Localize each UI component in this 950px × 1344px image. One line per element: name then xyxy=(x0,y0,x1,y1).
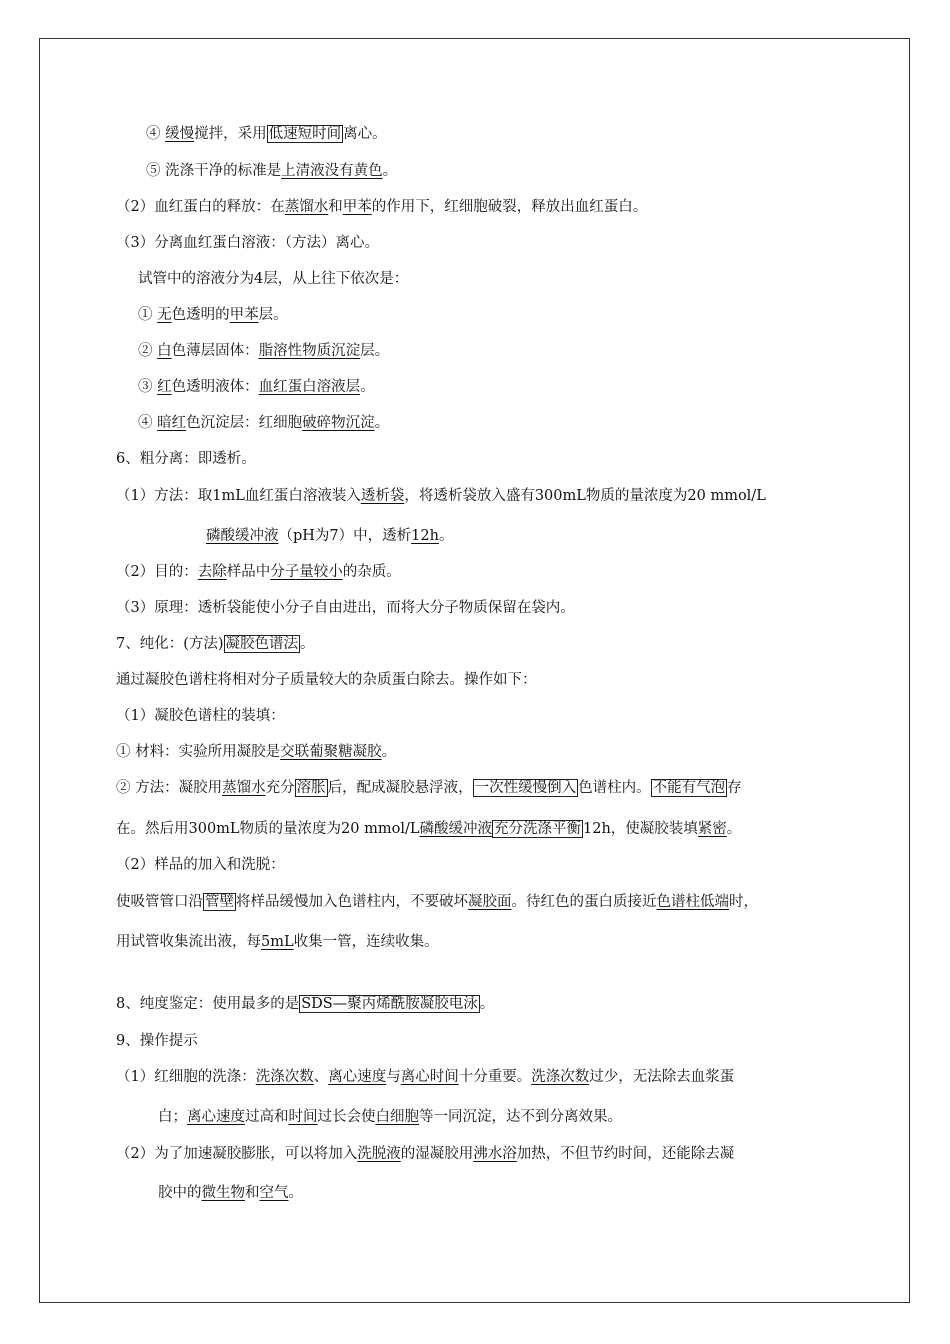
text-line xyxy=(138,269,408,289)
text-line xyxy=(116,742,396,762)
underlined-term: 暗红 xyxy=(157,415,187,431)
text-segment: ③ xyxy=(138,379,158,395)
text-line xyxy=(116,778,742,798)
text-segment: 12h，使凝胶装填 xyxy=(583,821,698,837)
underlined-term: 洗涤次数 xyxy=(255,1069,314,1085)
text-line xyxy=(116,449,256,469)
boxed-term: 低速短时间 xyxy=(268,126,342,142)
text-segment: 等一同沉淀，达不到分离效果。 xyxy=(419,1109,622,1125)
underlined-term: 去除 xyxy=(197,564,227,580)
underlined-term: 无 xyxy=(157,307,172,323)
text-line xyxy=(116,1031,198,1051)
text-segment: ，将透析袋放入盛有300mL物质的量浓度为20 mmol/L xyxy=(404,488,766,504)
text-segment: 。待红色的蛋白质接近 xyxy=(511,894,657,910)
underlined-term: 时间 xyxy=(288,1109,318,1125)
text-segment: 色薄层固体： xyxy=(171,343,259,359)
text-segment: 。 xyxy=(381,744,397,760)
underlined-term: 磷酸缓冲液 xyxy=(206,528,279,544)
text-segment: 和 xyxy=(245,1185,260,1201)
underlined-term: 沸水浴 xyxy=(473,1146,517,1162)
text-segment: 色透明的 xyxy=(171,307,230,323)
boxed-term: 不能有气泡 xyxy=(652,780,726,796)
text-segment: 9、操作提示 xyxy=(116,1033,198,1049)
text-segment: 。 xyxy=(382,163,398,179)
text-segment: ② 方法：凝胶用 xyxy=(116,780,223,796)
underlined-term: 离心速度 xyxy=(328,1069,387,1085)
text-segment: 7、纯化：(方法) xyxy=(116,636,224,652)
text-segment: ① xyxy=(138,307,158,323)
underlined-term: 空气 xyxy=(259,1185,289,1201)
underlined-term: 凝胶面 xyxy=(468,894,512,910)
text-segment: 加热，不但节约时间，还能除去凝 xyxy=(516,1146,735,1162)
text-segment: 后，配成凝胶悬浮液， xyxy=(327,780,473,796)
underlined-term: 白细胞 xyxy=(375,1109,419,1125)
text-segment: 过长会使 xyxy=(317,1109,376,1125)
text-segment: 离心。 xyxy=(343,126,387,142)
underlined-term: 离心速度 xyxy=(187,1109,245,1125)
underlined-term: 上清液没有黄色 xyxy=(281,163,383,179)
text-segment: 色沉淀层：红细胞 xyxy=(186,415,303,431)
text-segment: 在。然后用300mL物质的量浓度为20 mmol/L xyxy=(116,821,420,837)
underlined-term: 交联葡聚糖凝胶 xyxy=(280,744,382,760)
text-segment: （2）为了加速凝胶膨胀，可以将加入 xyxy=(116,1146,358,1162)
text-line xyxy=(146,124,387,144)
text-line xyxy=(146,161,397,181)
underlined-term: 5mL xyxy=(261,934,294,950)
text-line xyxy=(116,892,758,912)
underlined-term: 蒸馏水 xyxy=(284,199,329,215)
text-segment: 。 xyxy=(360,379,375,395)
text-line xyxy=(116,233,379,253)
text-segment: 白； xyxy=(158,1109,187,1125)
text-line xyxy=(116,562,401,582)
text-segment: 十分重要。 xyxy=(458,1069,532,1085)
text-segment: （2）目的： xyxy=(116,564,198,580)
text-segment: 将样品缓慢加入色谱柱内，不要破坏 xyxy=(236,894,468,910)
boxed-term: 管壁 xyxy=(205,894,234,910)
underlined-term: 色谱柱低端 xyxy=(656,894,729,910)
text-segment: 过少，无法除去血浆蛋 xyxy=(589,1069,735,1085)
boxed-term: 凝胶色谱法 xyxy=(225,636,299,652)
text-line xyxy=(116,932,439,952)
underlined-term: 12h xyxy=(411,528,439,544)
underlined-term: 红 xyxy=(157,379,172,395)
text-segment: 试管中的溶液分为4层，从上往下依次是： xyxy=(138,271,409,287)
text-line xyxy=(138,377,375,397)
boxed-term: 溶胀 xyxy=(296,780,326,796)
text-segment: 时， xyxy=(729,894,758,910)
text-line xyxy=(116,1067,734,1087)
text-segment: （2）血红蛋白的释放：在 xyxy=(116,199,285,215)
underlined-term: 甲苯 xyxy=(342,199,372,215)
text-line xyxy=(116,1144,734,1164)
text-segment: 通过凝胶色谱柱将相对分子质量较大的杂质蛋白除去。操作如下： xyxy=(116,672,537,688)
text-line xyxy=(116,634,315,654)
text-line xyxy=(116,706,285,726)
text-segment: 收集一管，连续收集。 xyxy=(293,934,439,950)
text-segment: ④ xyxy=(138,415,158,431)
text-segment: 8、纯度鉴定：使用最多的是 xyxy=(116,996,300,1012)
text-line xyxy=(138,341,389,361)
text-segment: 的作用下，红细胞破裂，释放出血红蛋白。 xyxy=(371,199,648,215)
text-segment: （1）方法：取1mL血红蛋白溶液装入 xyxy=(116,488,361,504)
text-line xyxy=(116,855,285,875)
text-segment: 。 xyxy=(300,636,315,652)
text-segment: 。 xyxy=(726,821,742,837)
underlined-term: 破碎物沉淀 xyxy=(302,415,375,431)
underlined-term: 血红蛋白溶液层 xyxy=(258,379,361,395)
underlined-term: 透析袋 xyxy=(360,488,405,504)
underlined-term: 离心时间 xyxy=(400,1069,459,1085)
text-line xyxy=(116,670,537,690)
underlined-term: 紧密 xyxy=(697,821,727,837)
text-segment: ④ xyxy=(146,126,166,142)
text-segment: 用试管收集流出液，每 xyxy=(116,934,261,950)
text-segment: 层。 xyxy=(258,307,288,323)
boxed-term: 一次性缓慢倒入 xyxy=(474,780,577,796)
text-segment: 、 xyxy=(313,1069,329,1085)
text-segment: 使吸管管口沿 xyxy=(116,894,203,910)
text-line xyxy=(138,413,389,433)
underlined-term: 蒸馏水 xyxy=(222,780,266,796)
underlined-term: 磷酸缓冲液 xyxy=(419,821,492,837)
text-segment: 6、粗分离：即透析。 xyxy=(116,451,256,467)
text-line xyxy=(158,1183,303,1203)
text-segment: 搅拌，采用 xyxy=(194,126,267,142)
text-segment: 层。 xyxy=(360,343,390,359)
text-segment: 的杂质。 xyxy=(342,564,401,580)
underlined-term: 脂溶性物质沉淀 xyxy=(258,343,361,359)
text-segment: 色透明液体： xyxy=(171,379,259,395)
text-line xyxy=(116,994,494,1014)
underlined-term: 甲苯 xyxy=(229,307,259,323)
text-line xyxy=(116,486,766,506)
text-segment: 。 xyxy=(479,996,495,1012)
text-line xyxy=(158,1107,622,1127)
text-segment: 样品中 xyxy=(226,564,271,580)
text-segment: 和 xyxy=(328,199,343,215)
text-line xyxy=(206,526,453,546)
text-segment: 色谱柱内。 xyxy=(578,780,651,796)
underlined-term: 洗脱液 xyxy=(357,1146,401,1162)
text-line xyxy=(116,598,575,618)
text-segment: （1）红细胞的洗涤： xyxy=(116,1069,256,1085)
boxed-term: SDS—聚丙烯酰胺凝胶电泳 xyxy=(301,996,478,1012)
text-segment: ① 材料：实验所用凝胶是 xyxy=(116,744,281,760)
text-segment: 。 xyxy=(438,528,454,544)
text-segment: （3）分离血红蛋白溶液：（方法）离心。 xyxy=(116,235,379,251)
underlined-term: 微生物 xyxy=(201,1185,245,1201)
underlined-term: 分子量较小 xyxy=(270,564,343,580)
underlined-term: 洗涤次数 xyxy=(531,1069,590,1085)
text-segment: 存 xyxy=(727,780,742,796)
underlined-term: 白 xyxy=(157,343,172,359)
boxed-term: 充分洗涤平衡 xyxy=(494,821,581,837)
text-line xyxy=(116,197,647,217)
text-segment: （3）原理：透析袋能使小分子自由进出，而将大分子物质保留在袋内。 xyxy=(116,600,575,616)
text-segment: 胶中的 xyxy=(158,1185,202,1201)
text-segment: 。 xyxy=(288,1185,303,1201)
text-segment: ② xyxy=(138,343,158,359)
text-segment: ⑤ 洗涤干净的标准是 xyxy=(146,163,282,179)
text-segment: 过高和 xyxy=(245,1109,289,1125)
underlined-term: 缓慢 xyxy=(165,126,195,142)
text-segment: 充分 xyxy=(265,780,295,796)
text-segment: （pH为7）中，透析 xyxy=(278,528,412,544)
text-segment: 与 xyxy=(386,1069,401,1085)
text-line xyxy=(116,819,741,839)
text-segment: 。 xyxy=(374,415,390,431)
text-segment: 的湿凝胶用 xyxy=(400,1146,474,1162)
text-line xyxy=(138,305,288,325)
text-segment: （2）样品的加入和洗脱： xyxy=(116,857,285,873)
text-segment: （1）凝胶色谱柱的装填： xyxy=(116,708,285,724)
